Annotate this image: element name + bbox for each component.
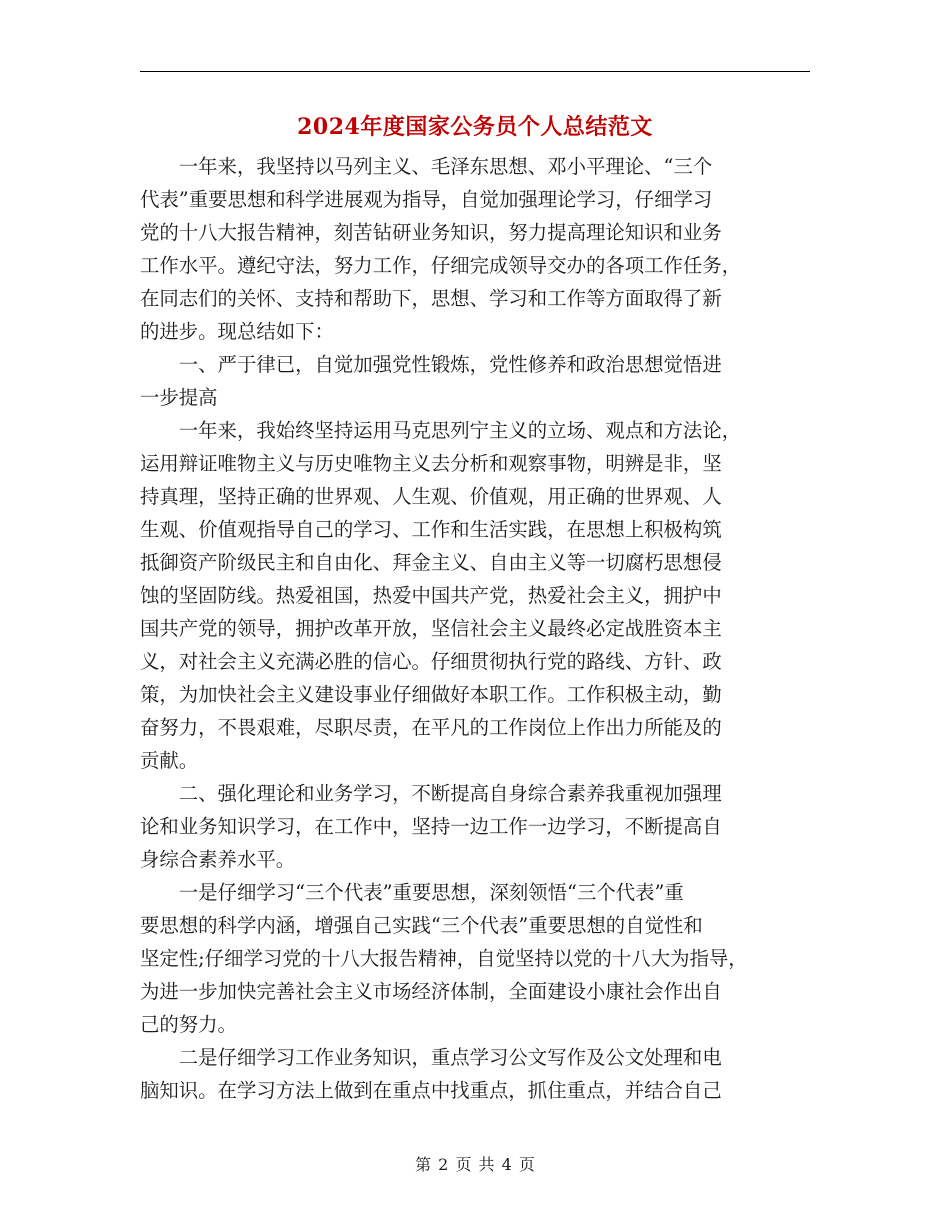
page-footer: 第 2 页 共 4 页 xyxy=(415,1155,535,1174)
body-line: 一年来，我坚持以马列主义、毛泽东思想、邓小平理论、“三个 xyxy=(140,155,713,178)
body-line: 蚀的坚固防线。热爱祖国，热爱中国共产党，热爱社会主义，拥护中 xyxy=(140,584,722,607)
body-line: 在同志们的关怀、支持和帮助下，思想、学习和工作等方面取得了新 xyxy=(140,287,722,310)
body-line: 一是仔细学习“三个代表”重要思想，深刻领悟“三个代表”重 xyxy=(140,881,684,904)
body-line: 一步提高 xyxy=(140,386,218,409)
body-line: 己的努力。 xyxy=(140,1013,237,1036)
body-line: 运用辩证唯物主义与历史唯物主义去分析和观察事物，明辨是非，坚 xyxy=(140,452,722,475)
body-line: 党的十八大报告精神，刻苦钻研业务知识，努力提高理论知识和业务 xyxy=(140,221,722,244)
body-line: 工作水平。遵纪守法，努力工作，仔细完成领导交办的各项工作任务， xyxy=(140,254,742,277)
body-line: 奋努力，不畏艰难，尽职尽责，在平凡的工作岗位上作出力所能及的 xyxy=(140,716,722,739)
body-line: 生观、价值观指导自己的学习、工作和生活实践，在思想上积极构筑 xyxy=(140,518,722,541)
body-line: 要思想的科学内涵，增强自己实践“三个代表”重要思想的自觉性和 xyxy=(140,914,703,937)
document-body xyxy=(140,150,812,1107)
body-line: 二、强化理论和业务学习，不断提高自身综合素养我重视加强理 xyxy=(140,782,722,805)
body-line: 策，为加快社会主义建设事业仔细做好本职工作。工作积极主动，勤 xyxy=(140,683,722,706)
body-line: 代表”重要思想和科学进展观为指导，自觉加强理论学习，仔细学习 xyxy=(140,188,713,211)
document-title: 2024年度国家公务员个人总结范文 xyxy=(297,114,653,140)
body-line: 身综合素养水平。 xyxy=(140,848,296,871)
body-line: 国共产党的领导，拥护改革开放，坚信社会主义最终必定战胜资本主 xyxy=(140,617,722,640)
body-line: 坚定性;仔细学习党的十八大报告精神，自觉坚持以党的十八大为指导， xyxy=(140,947,748,970)
body-line: 义，对社会主义充满必胜的信心。仔细贯彻执行党的路线、方针、政 xyxy=(140,650,722,673)
body-line: 脑知识。在学习方法上做到在重点中找重点，抓住重点，并结合自己 xyxy=(140,1079,722,1102)
body-line: 贡献。 xyxy=(140,749,199,772)
body-line: 论和业务知识学习，在工作中，坚持一边工作一边学习，不断提高自 xyxy=(140,815,722,838)
body-line: 持真理，坚持正确的世界观、人生观、价值观，用正确的世界观、人 xyxy=(140,485,722,508)
body-line: 抵御资产阶级民主和自由化、拜金主义、自由主义等一切腐朽思想侵 xyxy=(140,551,722,574)
header-rule xyxy=(140,71,810,72)
body-line: 二是仔细学习工作业务知识，重点学习公文写作及公文处理和电 xyxy=(140,1046,722,1069)
body-line: 的进步。现总结如下： xyxy=(140,320,334,343)
body-line: 一年来，我始终坚持运用马克思列宁主义的立场、观点和方法论， xyxy=(140,419,742,442)
body-line: 为进一步加快完善社会主义市场经济体制，全面建设小康社会作出自 xyxy=(140,980,722,1003)
body-line: 一、严于律已，自觉加强党性锻炼，党性修养和政治思想觉悟进 xyxy=(140,353,722,376)
